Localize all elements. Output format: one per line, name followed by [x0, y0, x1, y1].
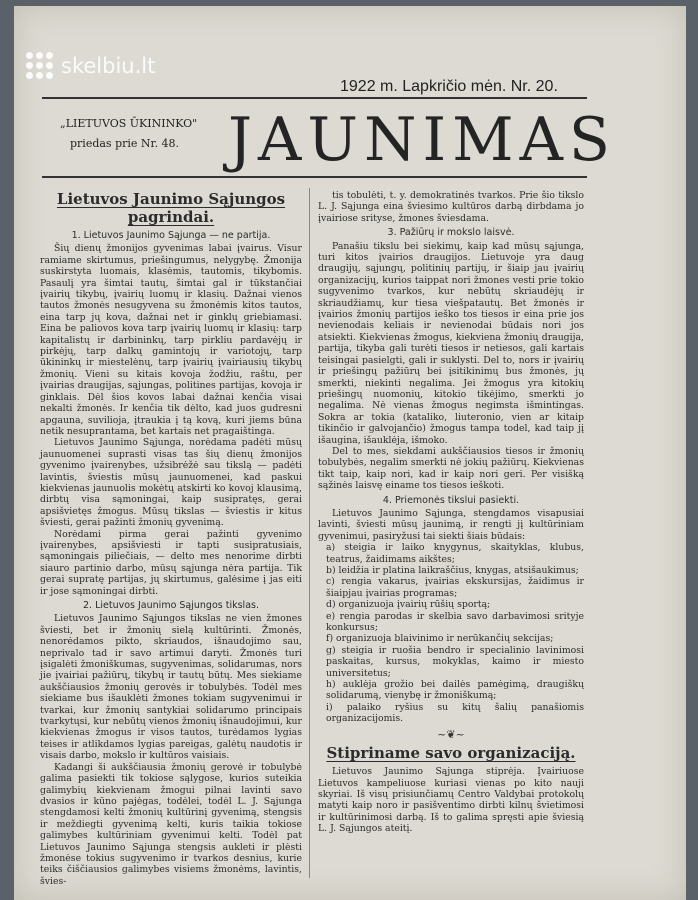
list-item: h) auklėja grožio bei dailės pamėgimą, draugiškų solidarumą, vienybę ir žmoniškumą;	[326, 679, 584, 702]
supplement-note: priedas prie Nr. 48.	[70, 137, 180, 150]
ornament-divider: ~❦~	[437, 727, 465, 741]
means-list	[318, 542, 584, 725]
right-column	[318, 190, 584, 835]
header-rule-bottom	[42, 176, 587, 178]
paragraph: Panašiu tikslu bei siekimų, kaip kad mūsų sąjunga, turi kitos įvairios draugijos. Lietuvoje yra daug draugijų, sąjungų, politinių partijų, ir šiaip jau įvairių organizacijų, kurios taippat nori žmones vesti prie tokio sugyvenimo tvarkos, kur nebūtų skriaudėjų ir skriaudžiamų, kur tiesa viešpatautų. Bet žmonės ir įvairios žmonių partijos ieško tos tiesos ir eina prie jos nevienodais keliais ir nevienodai būdais nori jos atsiekti. Kiekvienas žmogus, kiekviena žmonių draugija, partija, tikyba gali turėti tiesos ir netiesos, gali kartais teisingai pasielgti, gali ir suklysti. Del to, nors ir įvairių ir priešingų pažiūrų bei įsitikinimų bus žmonės, jų smerkti, niekinti negalima. Jei žmogus yra kitokių priešingų nuomonių, kitokio tikėjimo, smerkti jo negalima. Nė vienas žmogus negimsta išmintingas. Sokra ar tokia (kataliko, liuteronio, vien ar kitaip tikinčio ir galvojančio) žmogus tampa todel, kad taip jį išaugina, išauklėja, išmoko.	[318, 240, 584, 446]
section-heading-1: 1. Lietuvos Jaunimo Sąjunga — ne partija.	[71, 230, 271, 241]
list-item: d) organizuoja įvairių rūšių sportą;	[326, 599, 491, 611]
paragraph: Lietuvos Jaunimo Sąjunga, norėdama padėti mūsų jaunuomenei suprasti visas tas šių dienų žmonijos gyvenimo įvairenybes, užsibrėžė sau tikslą — padėti lavintis, šviestis mūsų jaunuomenei, kad paskui kiekvienas jaunuolis mokėtų atskirti ko kovoj klausimą, dirbtų visa sąmoningai, kaip susipratęs, gerai apsišvietęs žmogus. Mūsų tikslas — šviestis ir kitus šviesti, gerai pažinti žmonių gyvenimą.	[40, 437, 302, 529]
paragraph: Kadangi ši aukščiausia žmonių gerovė ir tobulybė galima pasiekti tik tokiose sąlygose, kurios suteikia galimybių kiekvienam žmogui pilnai lavinti savo dvasios ir kūno pajėgas, todėlei, todėl L. J. Sąjunga stengdamosi kelti žmonių kultūrinį gyvenimą, stengsis ir meždiegti gyvenimą kelti, kuris taikia tokiose galimybes kultūriniam gyvenimui kelti. Todėl pat Lietuvos Jaunimo Sąjunga stengsis aukleti ir plėsti žmonėse tokius sugyvenimo ir tvarkos desnius, kurie teiks čiščiausios galimybes visiems žmonėms, lavintis, švies-	[40, 761, 302, 887]
masthead-title: JAUNIMAS	[228, 105, 617, 175]
list-item: f) organizuoja blaivinimo ir nerūkančių sekcijas;	[326, 633, 554, 645]
paragraph: tis tobulėti, t. y. demokratinės tvarkos. Prie šio tikslo L. J. Sąjunga eina šviesimo kultūros darbą dirbdama jo įvairiose srityse, žmones šviesdama.	[318, 190, 584, 224]
watermark	[26, 52, 155, 79]
section-heading-2: 2. Lietuvos Jaunimo Sąjungos tikslas.	[83, 600, 259, 611]
issue-date: 1922 m. Lapkričio mėn. Nr. 20.	[340, 78, 558, 95]
list-item: e) rengia parodas ir skelbia savo darbavimosi srityje konkursus;	[326, 610, 584, 634]
watermark-text: skelbiu.lt	[61, 53, 156, 78]
watermark-logo-icon	[26, 52, 53, 79]
paragraph: Lietuvos Jaunimo Sąjungos tikslas ne vien žmones šviesti, bet ir žmonių sielą kultūrinti. Žmonės, nenorėdamos pikto, skriaudos, išnaudojimo sau, neprivalo tad ir savo artimui daryti. Žmonės turi įsigalėti žmoniškumas, sugyvenimas, solidarumas, nors jie įvairiai pažiūrų, tikybų ir tautų būtų. Mes siekiame aukščiausios žmonių gerovės ir tobulybės. Todėl mes siekiame bus išauklėti žmones tokiam sugyvenimui ir tvarkai, kur žmonių santykiai solidarumo principais tvarkytųsi, kur nebūtų vienos žmonių išnaudojimui, kur kiekvienas žmogus ir visos tautos, turėdamos lygias teises ir atlikdamos lygias pareigas, galėtų naudotis ir visais darbo, mokslo ir kultūros vaisiais.	[40, 613, 302, 762]
paragraph: Lietuvos Jaunimo Sąjunga, stengdamos visapusiai lavinti, šviesti mūsų jaunimą, ir rengti jį kultūriniam gyvenimui, pasiryžusi tai siekti šiais būdais:	[318, 507, 584, 542]
paragraph: Del to mes, siekdami aukščiausios tiesos ir žmonių tobulybės, negalim smerkti nė jokių pažiūrų. Kiekvienas tikt taip, kaip nori, kad ir kaip nori geri. Per visišką sąžinės laisvę einame tos tiesos ieškoti.	[318, 445, 584, 492]
header-rule-top	[42, 97, 587, 99]
paragraph: Norėdami pirma gerai pažinti gyvenimo įvairenybes, apsišviesti ir tapti susipratusiais, sąmoningais piliečiais, — delto mes nenorime dirbti siauro partinio darbo, mūsų sąjunga nėra partija. Tik gerai supratę partijas, jų skirtumus, galėsime į jas eiti ir jose sąmoningai dirbti.	[40, 528, 302, 597]
section-heading-3: 3. Pažiūrų ir mokslo laisvė.	[387, 227, 515, 239]
supplement-title: „LIETUVOS ŪKININKO"	[60, 117, 198, 130]
list-item: a) steigia ir laiko knygynus, skaityklas, klubus, teatrus, žaidimams aikštes;	[326, 542, 584, 565]
section-heading-4: 4. Priemonės tikslui pasiekti.	[382, 494, 520, 506]
list-item: b) leidžia ir platina laikraščius, knygas, atsišaukimus;	[326, 565, 579, 576]
article-title-2: Stipriname savo organizaciją.	[326, 744, 576, 763]
left-column	[40, 190, 302, 887]
paragraph: Šių dienų žmonijos gyvenimas labai įvairus. Visur ramiame skirtumus, priešingumus, nelygybę. Žmonija suskirstyta luomais, klasėmis, tautomis, tikybomis. Pasaulį yra šimtai tautų, šimtai gal ir tūkstančiai įvairių tikybų, įvairių luomų ir klasių. Dažnai vienos tautos žmonės nesugyvena su žmonėmis kitos tautos, eina tarp jų kova, dažnai net ir ginklų griebiamasi. Eina be paliovos kova tarp įvairių luomų ir klasių: tarp kapitalistų ir darbininkų, tarp pirkliu pardavėjų ir pirkėjų, tarp dalkų gamintojų ir variotojų, tarp ūkininkų ir miestelėnų, tarp įvairių įvairiausių tikybų žmonių. Vieni su kitais kovoja žodžiu, raštu, per įvairias draugijas, sąjungas, politines partijas, kovoja ir ginklais. Dėl šios kovos labai dažnai kenčia visai nekalti žmonės. Ir kenčia tik dėlto, kad juos gudresni apgauna, suvilioja, įtraukia į tą kovą, kuri jiems būna netik nesuprantama, bet kartais net pragaištinga.	[40, 243, 302, 437]
list-item: c) rengia vakarus, įvairias ekskursijas, žaidimus ir šiaipjau įvairias programas;	[326, 576, 584, 599]
article-title: Lietuvos Jaunimo Sąjungos pagrindai.	[56, 190, 286, 226]
paragraph: Lietuvos Jaunimo Sąjunga stiprėja. Įvairiuose Lietuvos kampeliuose kuriasi vienas po kito nauji skyriai. Iš visų prisiunčiamų Centro Valdybai protokolų matyti kaip noro ir pasišventimo dirbti kilnų švietimosi ir kultūrinimosi darbą. Iš to galima spręsti apie šviesią L. J. Sąjungos ateitį.	[318, 766, 584, 835]
column-divider	[309, 188, 310, 878]
list-item: i) palaiko ryšius su kitų šalių panašiomis organizacijomis.	[326, 701, 584, 725]
list-item: g) steigia ir ruošia bendro ir specialinio lavinimosi paskaitas, kursus, mokyklas, kaimo ir miesto universitetus;	[326, 644, 584, 679]
